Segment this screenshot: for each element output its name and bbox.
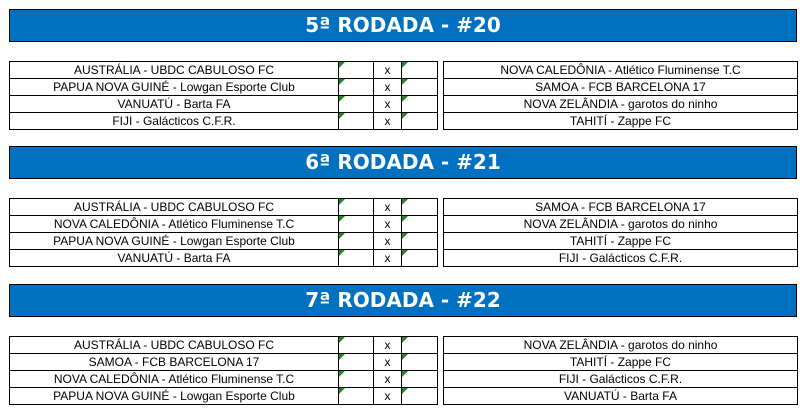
away-team: TAHITÍ - Zappe FC bbox=[444, 354, 798, 371]
versus-label: x bbox=[374, 233, 402, 250]
versus-label: x bbox=[374, 79, 402, 96]
round-title: 5ª RODADA - #20 bbox=[9, 9, 797, 42]
home-team: PAPUA NOVA GUINÉ - Lowgan Esporte Club bbox=[10, 79, 339, 96]
games-table bbox=[9, 336, 798, 405]
home-team: NOVA CALEDÔNIA - Atlético Fluminense T.C bbox=[10, 216, 339, 233]
home-team: SAMOA - FCB BARCELONA 17 bbox=[10, 354, 339, 371]
home-team: VANUATÚ - Barta FA bbox=[10, 250, 339, 267]
versus-label: x bbox=[374, 337, 402, 354]
away-team: NOVA ZELÂNDIA - garotos do ninho bbox=[444, 96, 798, 113]
away-score-input[interactable] bbox=[402, 96, 438, 113]
versus-label: x bbox=[374, 371, 402, 388]
away-team: TAHITÍ - Zappe FC bbox=[444, 233, 798, 250]
games-table bbox=[9, 198, 798, 267]
home-score-input[interactable] bbox=[339, 354, 374, 371]
versus-label: x bbox=[374, 96, 402, 113]
away-team: NOVA ZELÂNDIA - garotos do ninho bbox=[444, 337, 798, 354]
away-score-input[interactable] bbox=[402, 250, 438, 267]
away-team: SAMOA - FCB BARCELONA 17 bbox=[444, 79, 798, 96]
home-score-input[interactable] bbox=[339, 62, 374, 79]
home-team: NOVA CALEDÔNIA - Atlético Fluminense T.C bbox=[10, 371, 339, 388]
versus-label: x bbox=[374, 216, 402, 233]
game-row bbox=[10, 354, 798, 371]
home-score-input[interactable] bbox=[339, 199, 374, 216]
away-score-input[interactable] bbox=[402, 337, 438, 354]
home-score-input[interactable] bbox=[339, 113, 374, 130]
away-team: NOVA CALEDÔNIA - Atlético Fluminense T.C bbox=[444, 62, 798, 79]
away-score-input[interactable] bbox=[402, 388, 438, 405]
round-title: 7ª RODADA - #22 bbox=[9, 284, 797, 317]
away-score-input[interactable] bbox=[402, 199, 438, 216]
home-team: FIJI - Galácticos C.F.R. bbox=[10, 113, 339, 130]
home-team: PAPUA NOVA GUINÉ - Lowgan Esporte Club bbox=[10, 233, 339, 250]
home-team: AUSTRÁLIA - UBDC CABULOSO FC bbox=[10, 199, 339, 216]
away-score-input[interactable] bbox=[402, 79, 438, 96]
away-team: VANUATÚ - Barta FA bbox=[444, 388, 798, 405]
home-team: PAPUA NOVA GUINÉ - Lowgan Esporte Club bbox=[10, 388, 339, 405]
home-team: VANUATÚ - Barta FA bbox=[10, 96, 339, 113]
game-row bbox=[10, 250, 798, 267]
away-score-input[interactable] bbox=[402, 62, 438, 79]
home-score-input[interactable] bbox=[339, 79, 374, 96]
game-row bbox=[10, 79, 798, 96]
versus-label: x bbox=[374, 113, 402, 130]
away-score-input[interactable] bbox=[402, 113, 438, 130]
game-row bbox=[10, 62, 798, 79]
game-row bbox=[10, 388, 798, 405]
game-row bbox=[10, 199, 798, 216]
versus-label: x bbox=[374, 62, 402, 79]
home-score-input[interactable] bbox=[339, 388, 374, 405]
away-team: NOVA ZELÂNDIA - garotos do ninho bbox=[444, 216, 798, 233]
away-team: FIJI - Galácticos C.F.R. bbox=[444, 250, 798, 267]
home-score-input[interactable] bbox=[339, 371, 374, 388]
away-team: TAHITÍ - Zappe FC bbox=[444, 113, 798, 130]
away-score-input[interactable] bbox=[402, 233, 438, 250]
home-team: AUSTRÁLIA - UBDC CABULOSO FC bbox=[10, 62, 339, 79]
game-row bbox=[10, 371, 798, 388]
away-team: SAMOA - FCB BARCELONA 17 bbox=[444, 199, 798, 216]
games-table bbox=[9, 61, 798, 130]
home-score-input[interactable] bbox=[339, 96, 374, 113]
versus-label: x bbox=[374, 388, 402, 405]
away-score-input[interactable] bbox=[402, 216, 438, 233]
game-row bbox=[10, 96, 798, 113]
round-title: 6ª RODADA - #21 bbox=[9, 146, 797, 179]
home-score-input[interactable] bbox=[339, 250, 374, 267]
away-team: FIJI - Galácticos C.F.R. bbox=[444, 371, 798, 388]
game-row bbox=[10, 233, 798, 250]
home-team: AUSTRÁLIA - UBDC CABULOSO FC bbox=[10, 337, 339, 354]
game-row bbox=[10, 337, 798, 354]
versus-label: x bbox=[374, 354, 402, 371]
versus-label: x bbox=[374, 199, 402, 216]
away-score-input[interactable] bbox=[402, 354, 438, 371]
home-score-input[interactable] bbox=[339, 233, 374, 250]
versus-label: x bbox=[374, 250, 402, 267]
home-score-input[interactable] bbox=[339, 216, 374, 233]
game-row bbox=[10, 113, 798, 130]
game-row bbox=[10, 216, 798, 233]
home-score-input[interactable] bbox=[339, 337, 374, 354]
away-score-input[interactable] bbox=[402, 371, 438, 388]
